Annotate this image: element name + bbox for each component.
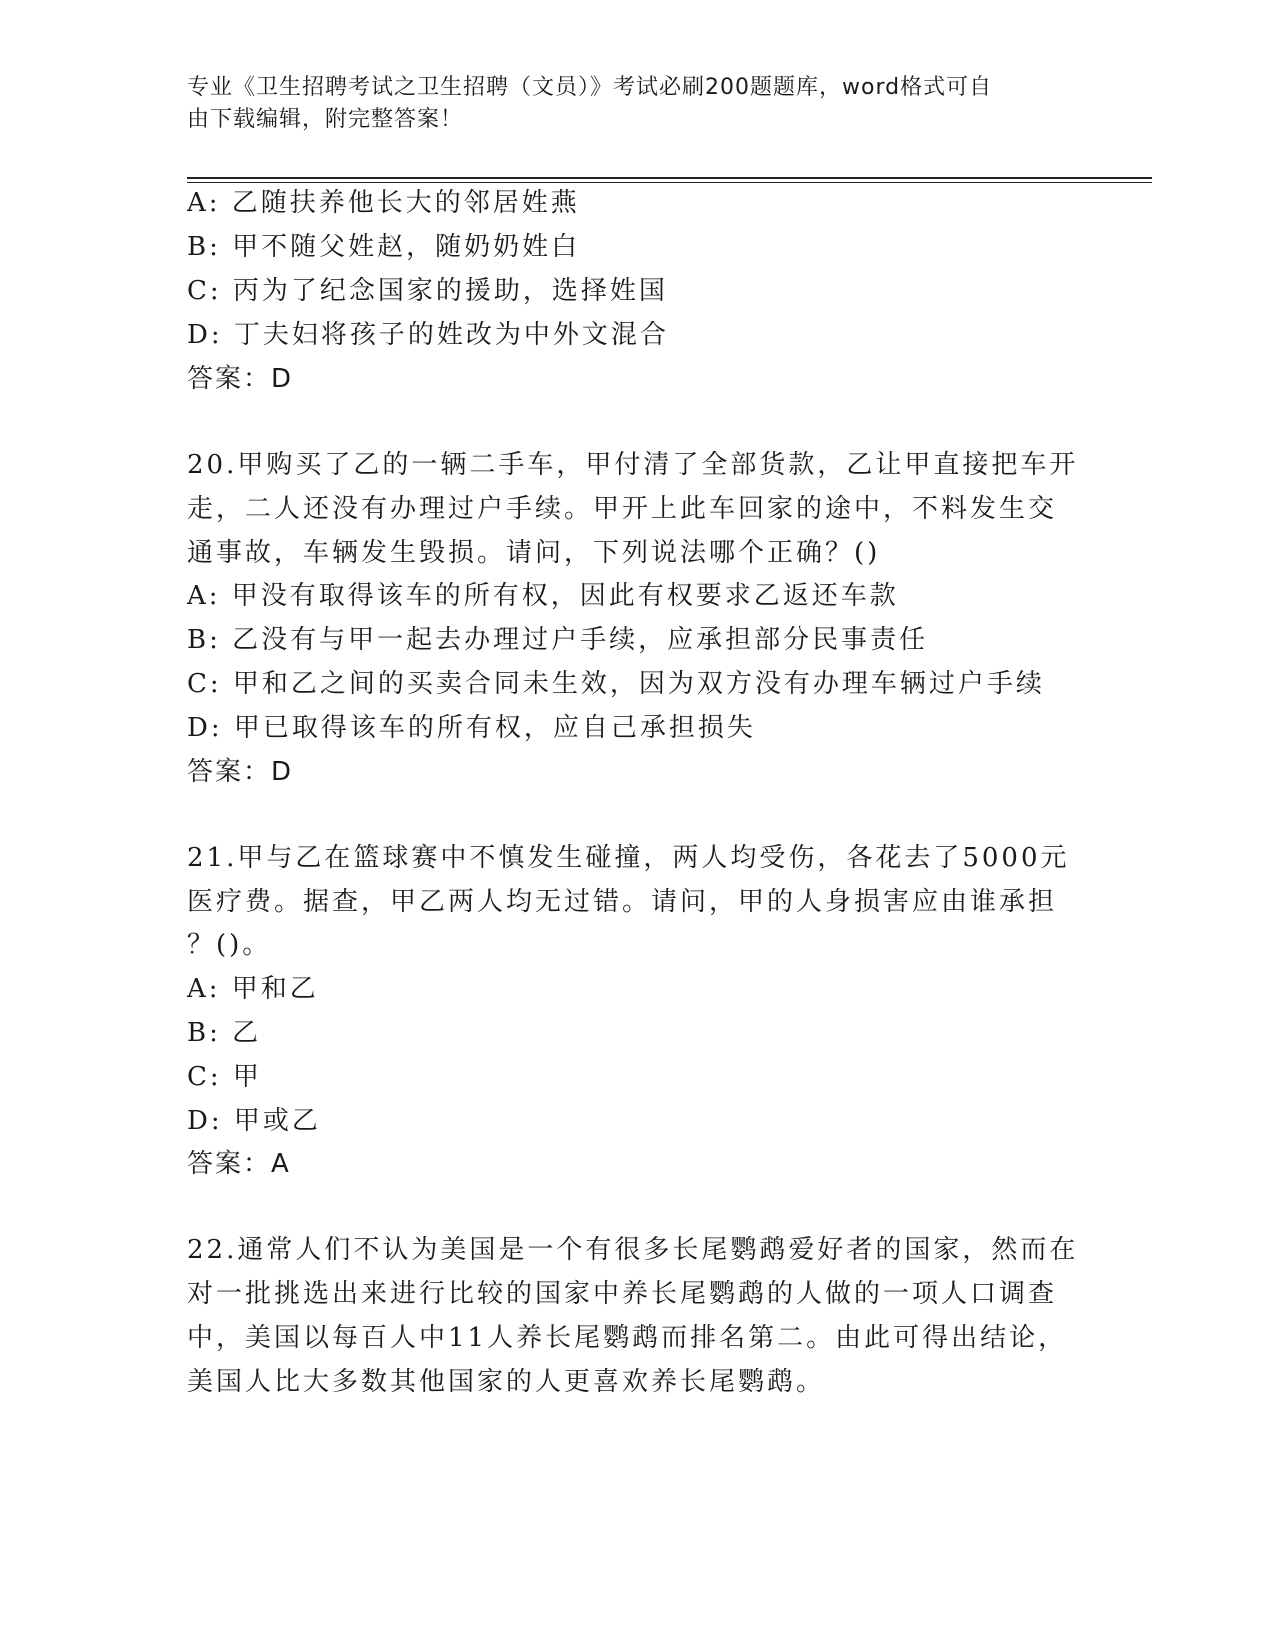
q19-answer: 答案：D <box>187 364 294 394</box>
q21-stem-line-2: 医疗费。据查，甲乙两人均无过错。请问，甲的人身损害应由谁承担 <box>187 887 1058 917</box>
q21-option-c: C: 甲 <box>187 1062 262 1092</box>
q22-stem-line-1: 22.通常人们不认为美国是一个有很多长尾鹦鹉爱好者的国家，然而在 <box>187 1235 1079 1265</box>
q20-stem-line-1: 20.甲购买了乙的一辆二手车，甲付清了全部货款，乙让甲直接把车开 <box>187 450 1079 480</box>
q21-answer: 答案：A <box>187 1149 291 1179</box>
q22-stem-line-2: 对一批挑选出来进行比较的国家中养长尾鹦鹉的人做的一项人口调查 <box>187 1279 1058 1309</box>
q19-option-c: C: 丙为了纪念国家的援助，选择姓国 <box>187 276 668 306</box>
q20-stem-line-3: 通事故，车辆发生毁损。请问，下列说法哪个正确？() <box>187 538 881 568</box>
q19-option-d: D: 丁夫妇将孩子的姓改为中外文混合 <box>187 320 669 350</box>
q20-answer: 答案：D <box>187 757 294 787</box>
q19-option-b: B: 甲不随父姓赵，随奶奶姓白 <box>187 232 581 262</box>
q21-option-b: B: 乙 <box>187 1018 262 1048</box>
document-header: 专业《卫生招聘考试之卫生招聘（文员）》考试必刷200题题库，word格式可自 由下载编辑，附完整答案！ <box>187 75 993 132</box>
q20-stem-line-2: 走，二人还没有办理过户手续。甲开上此车回家的途中，不料发生交 <box>187 494 1058 524</box>
q22-stem-line-4: 美国人比大多数其他国家的人更喜欢养长尾鹦鹉。 <box>187 1367 826 1397</box>
q20-option-b: B: 乙没有与甲一起去办理过户手续，应承担部分民事责任 <box>187 625 929 655</box>
header-rule-thick <box>187 177 1152 179</box>
q22-stem-line-3: 中，美国以每百人中11人养长尾鹦鹉而排名第二。由此可得出结论， <box>187 1323 1068 1353</box>
q21-option-a: A: 甲和乙 <box>187 974 319 1004</box>
q21-option-d: D: 甲或乙 <box>187 1106 321 1136</box>
q21-stem-line-1: 21.甲与乙在篮球赛中不慎发生碰撞，两人均受伤，各花去了5000元 <box>187 843 1070 873</box>
q20-option-d: D: 甲已取得该车的所有权，应自己承担损失 <box>187 713 756 743</box>
q21-stem-line-3: ？()。 <box>187 930 272 960</box>
q19-option-a: A: 乙随扶养他长大的邻居姓燕 <box>187 188 580 218</box>
q20-option-c: C: 甲和乙之间的买卖合同未生效，因为双方没有办理车辆过户手续 <box>187 669 1045 699</box>
q20-option-a: A: 甲没有取得该车的所有权，因此有权要求乙返还车款 <box>187 581 899 611</box>
